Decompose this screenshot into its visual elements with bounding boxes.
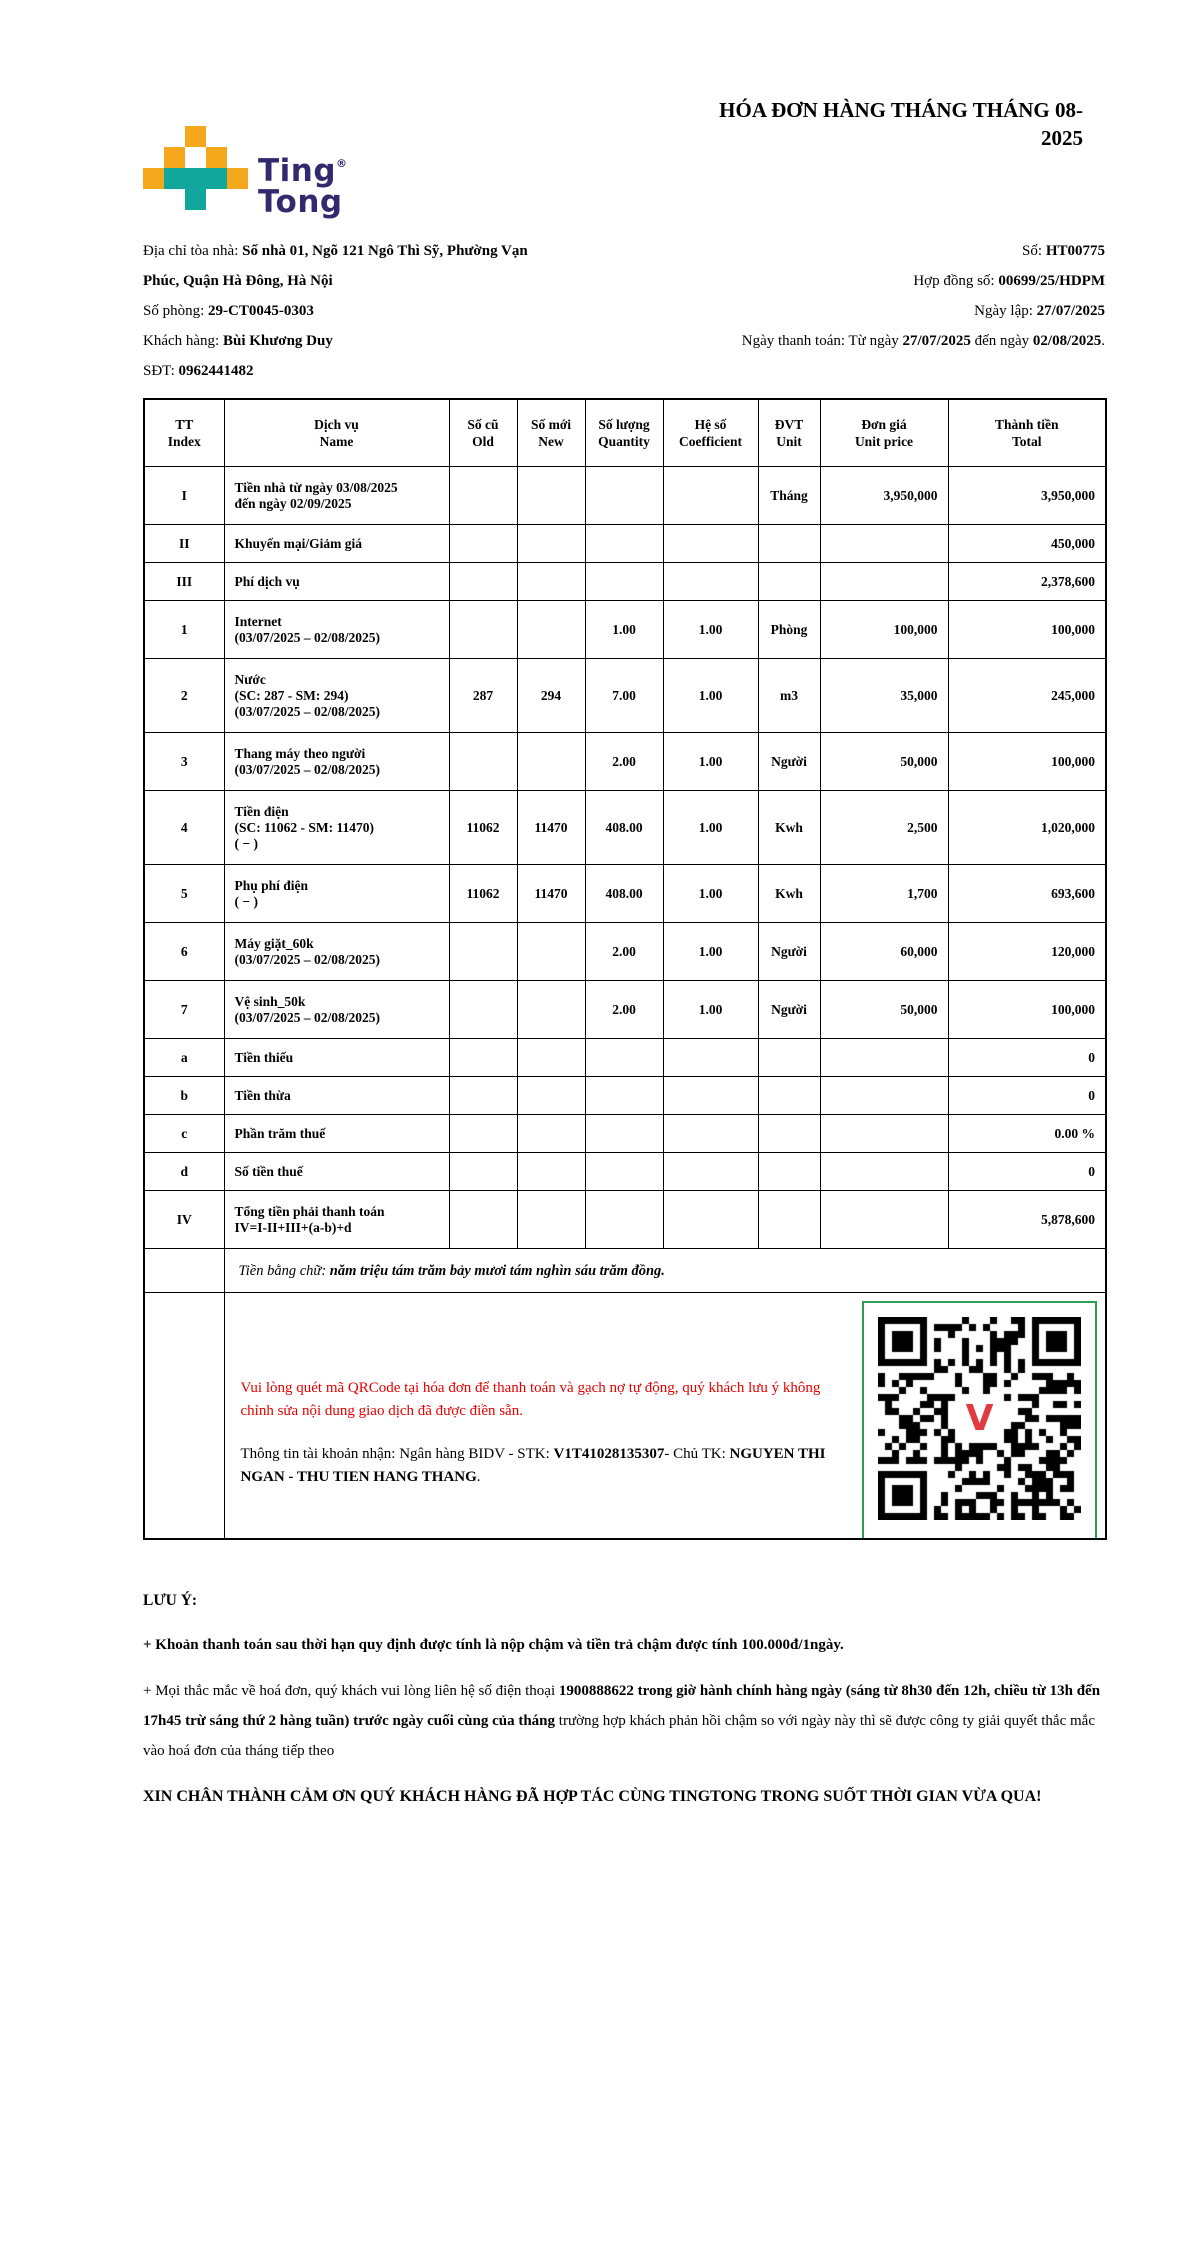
cell-new [517,563,585,601]
cell-coef [663,1191,758,1249]
table-row [144,865,1106,923]
table-row [144,659,1106,733]
table-row [144,1153,1106,1191]
cell-name: Tiền thừa [224,1077,449,1115]
cell-name: Tổng tiền phải thanh toán IV=I-II+III+(a-b)+d [224,1191,449,1249]
invoice-info [143,236,1105,386]
cell-total: 100,000 [948,733,1106,791]
column-header: TT Index [144,399,224,467]
column-header: Đơn giá Unit price [820,399,948,467]
cell-coef: 1.00 [663,659,758,733]
cell-idx: a [144,1039,224,1077]
cell-total: 245,000 [948,659,1106,733]
cell-qty [585,1039,663,1077]
cell-qty: 1.00 [585,601,663,659]
cell-coef: 1.00 [663,791,758,865]
cell-unit: Kwh [758,865,820,923]
building-address-line1: Địa chỉ tòa nhà: Số nhà 01, Ngõ 121 Ngô Thì Sỹ, Phường Vạn [143,243,528,259]
cell-unit [758,1039,820,1077]
room-number: Số phòng: 29-CT0045-0303 [143,303,314,319]
cell-old [449,1191,517,1249]
cell-qty [585,525,663,563]
cell-total: 0 [948,1153,1106,1191]
table-row [144,1115,1106,1153]
cell-new [517,525,585,563]
cell-new: 11470 [517,865,585,923]
cell-name: Số tiền thuế [224,1153,449,1191]
cell-price: 1,700 [820,865,948,923]
table-header-row [144,399,1106,467]
table-row [144,791,1106,865]
cell-total: 100,000 [948,981,1106,1039]
cell-unit [758,1077,820,1115]
table-row [144,1077,1106,1115]
cell-idx: 1 [144,601,224,659]
late-payment-note: + Khoản thanh toán sau thời hạn quy định được tính là nộp chậm và tiền trả chậm được tính 100.000đ/1ngày. [143,1636,844,1653]
cell-new: 11470 [517,791,585,865]
column-header: Số cũ Old [449,399,517,467]
cell-coef: 1.00 [663,923,758,981]
cell-name: Nước (SC: 287 - SM: 294) (03/07/2025 – 02/08/2025) [224,659,449,733]
cell-price: 60,000 [820,923,948,981]
cell-idx: III [144,563,224,601]
qr-code-frame [862,1301,1097,1539]
cell-idx [144,1249,224,1293]
column-header: Số lượng Quantity [585,399,663,467]
cell-idx: II [144,525,224,563]
cell-new [517,1191,585,1249]
cell-unit: Người [758,733,820,791]
table-row [144,733,1106,791]
cell-old: 11062 [449,791,517,865]
cell-qty [585,1115,663,1153]
cell-price [820,1115,948,1153]
column-header: Dịch vụ Name [224,399,449,467]
cell-unit: m3 [758,659,820,733]
cell-total: 2,378,600 [948,563,1106,601]
cell-new [517,1115,585,1153]
support-contact-note: + Mọi thắc mắc về hoá đơn, quý khách vui lòng liên hệ số điện thoại 1900888622 trong giờ hành chính hàng ngày (sáng từ 8h30 đến 12h, chiều từ 13h đến 17h45 trừ sáng thứ 2 hàng tuần) trước ngày cuối cùng của tháng trường hợp khách phản hồi chậm so với ngày này thì sẽ được công ty giải quyết thắc mắc vào hoá đơn của tháng tiếp theo [143,1682,1101,1759]
payment-period: Ngày thanh toán: Từ ngày 27/07/2025 đến ngày 02/08/2025. [741,333,1105,349]
cell-old [449,467,517,525]
customer-name: Khách hàng: Bùi Khương Duy [143,333,333,349]
document-title: HÓA ĐƠN HÀNG THÁNG THÁNG 08- 2025 [719,98,1083,150]
cell-price [820,1153,948,1191]
cell-qty: 2.00 [585,733,663,791]
cell-coef [663,1039,758,1077]
cell-unit [758,563,820,601]
cell-qty [585,1153,663,1191]
cell-idx [144,1293,224,1539]
column-header: ĐVT Unit [758,399,820,467]
cell-new: 294 [517,659,585,733]
cell-unit: Người [758,981,820,1039]
cell-total: 0.00 % [948,1115,1106,1153]
cell-coef: 1.00 [663,865,758,923]
cell-idx: 3 [144,733,224,791]
cell-coef [663,1153,758,1191]
cell-name: Phí dịch vụ [224,563,449,601]
cell-unit [758,1191,820,1249]
cell-old [449,923,517,981]
cell-old [449,1039,517,1077]
cell-qty: 7.00 [585,659,663,733]
invoice-table [143,398,1107,1540]
cell-idx: c [144,1115,224,1153]
column-header: Thành tiền Total [948,399,1106,467]
amount-in-words: Tiền bằng chữ: năm triệu tám trăm bảy mươi tám nghìn sáu trăm đồng. [224,1249,1106,1293]
cell-qty: 408.00 [585,865,663,923]
cell-price: 50,000 [820,733,948,791]
table-row [144,467,1106,525]
cell-old [449,1077,517,1115]
qr-payment-row [144,1293,1106,1539]
contract-number: Hợp đồng số: 00699/25/HDPM [913,273,1105,289]
cell-coef: 1.00 [663,981,758,1039]
cell-qty [585,1191,663,1249]
cell-name: Tiền thiếu [224,1039,449,1077]
header [143,96,1105,228]
table-row [144,923,1106,981]
tingtong-logo-icon [143,126,248,210]
cell-price [820,1077,948,1115]
cell-total: 100,000 [948,601,1106,659]
table-row [144,1039,1106,1077]
cell-total: 120,000 [948,923,1106,981]
column-header: Hệ số Coefficient [663,399,758,467]
cell-idx: 4 [144,791,224,865]
cell-coef [663,563,758,601]
cell-new [517,601,585,659]
cell-total: 0 [948,1077,1106,1115]
amount-in-words-row [144,1249,1106,1293]
cell-coef [663,467,758,525]
cell-qty [585,467,663,525]
cell-idx: d [144,1153,224,1191]
cell-new [517,467,585,525]
payment-instructions [241,1377,841,1489]
table-row [144,525,1106,563]
cell-old [449,1153,517,1191]
cell-idx: 6 [144,923,224,981]
cell-total: 0 [948,1039,1106,1077]
cell-name: Khuyến mại/Giảm giá [224,525,449,563]
cell-idx: 5 [144,865,224,923]
cell-qty: 408.00 [585,791,663,865]
cell-price: 50,000 [820,981,948,1039]
cell-name: Tiền nhà từ ngày 03/08/2025 đến ngày 02/09/2025 [224,467,449,525]
footer-notes [143,1592,1105,1812]
cell-name: Internet (03/07/2025 – 02/08/2025) [224,601,449,659]
issue-date: Ngày lập: 27/07/2025 [974,303,1105,319]
cell-name: Máy giặt_60k (03/07/2025 – 02/08/2025) [224,923,449,981]
invoice-meta [645,236,1105,386]
notes-heading: LƯU Ý: [143,1591,198,1609]
cell-unit: Người [758,923,820,981]
cell-old [449,1115,517,1153]
cell-coef [663,1077,758,1115]
cell-idx: 7 [144,981,224,1039]
cell-unit [758,525,820,563]
cell-old [449,601,517,659]
cell-unit [758,1115,820,1153]
cell-old [449,733,517,791]
cell-price: 100,000 [820,601,948,659]
building-info [143,236,623,386]
cell-total: 450,000 [948,525,1106,563]
cell-coef [663,525,758,563]
cell-total: 3,950,000 [948,467,1106,525]
cell-idx: 2 [144,659,224,733]
thank-you-message: XIN CHÂN THÀNH CẢM ƠN QUÝ KHÁCH HÀNG ĐÃ HỢP TÁC CÙNG TINGTONG TRONG SUỐT THỜI GIAN VỪA QUA! [143,1787,1042,1805]
cell-new [517,1039,585,1077]
cell-unit: Kwh [758,791,820,865]
cell-name: Vệ sinh_50k (03/07/2025 – 02/08/2025) [224,981,449,1039]
bank-account-info: Thông tin tài khoản nhận: Ngân hàng BIDV - STK: V1T41028135307- Chủ TK: NGUYEN THI NGAN - THU TIEN HANG THANG. [240,1446,826,1485]
qr-payment-cell [224,1293,1106,1539]
cell-new [517,981,585,1039]
qr-warning-text: Vui lòng quét mã QRCode tại hóa đơn để thanh toán và gạch nợ tự động, quý khách lưu ý không chỉnh sửa nội dung giao dịch đã được điền sẵn. [240,1380,821,1419]
cell-old [449,563,517,601]
cell-total: 5,878,600 [948,1191,1106,1249]
cell-qty [585,1077,663,1115]
cell-new [517,733,585,791]
cell-name: Tiền điện (SC: 11062 - SM: 11470) ( − ) [224,791,449,865]
cell-unit [758,1153,820,1191]
cell-unit: Tháng [758,467,820,525]
cell-qty: 2.00 [585,923,663,981]
cell-name: Thang máy theo người (03/07/2025 – 02/08/2025) [224,733,449,791]
cell-qty [585,563,663,601]
column-header: Số mới New [517,399,585,467]
cell-old: 287 [449,659,517,733]
cell-price [820,563,948,601]
invoice-number: Số: HT00775 [1022,243,1105,259]
table-row [144,601,1106,659]
table-row [144,1191,1106,1249]
cell-old: 11062 [449,865,517,923]
table-row [144,981,1106,1039]
cell-new [517,923,585,981]
table-row [144,563,1106,601]
cell-total: 693,600 [948,865,1106,923]
cell-price: 2,500 [820,791,948,865]
cell-idx: I [144,467,224,525]
cell-coef: 1.00 [663,601,758,659]
cell-name: Phụ phí điện ( − ) [224,865,449,923]
registered-mark: ® [336,157,348,170]
cell-old [449,981,517,1039]
cell-coef: 1.00 [663,733,758,791]
cell-qty: 2.00 [585,981,663,1039]
cell-new [517,1153,585,1191]
cell-price [820,1191,948,1249]
vietqr-logo-icon: V [958,1397,1002,1441]
cell-price: 3,950,000 [820,467,948,525]
cell-coef [663,1115,758,1153]
customer-phone: SĐT: 0962441482 [143,363,254,379]
cell-idx: IV [144,1191,224,1249]
cell-total: 1,020,000 [948,791,1106,865]
cell-new [517,1077,585,1115]
cell-unit: Phòng [758,601,820,659]
cell-name: Phần trăm thuế [224,1115,449,1153]
cell-price [820,1039,948,1077]
cell-price: 35,000 [820,659,948,733]
tingtong-logo [143,126,348,218]
cell-old [449,525,517,563]
tingtong-logo-text: Ting® Tong [258,153,348,220]
cell-price [820,525,948,563]
building-address-line2: Phúc, Quận Hà Đông, Hà Nội [143,273,333,289]
cell-idx: b [144,1077,224,1115]
